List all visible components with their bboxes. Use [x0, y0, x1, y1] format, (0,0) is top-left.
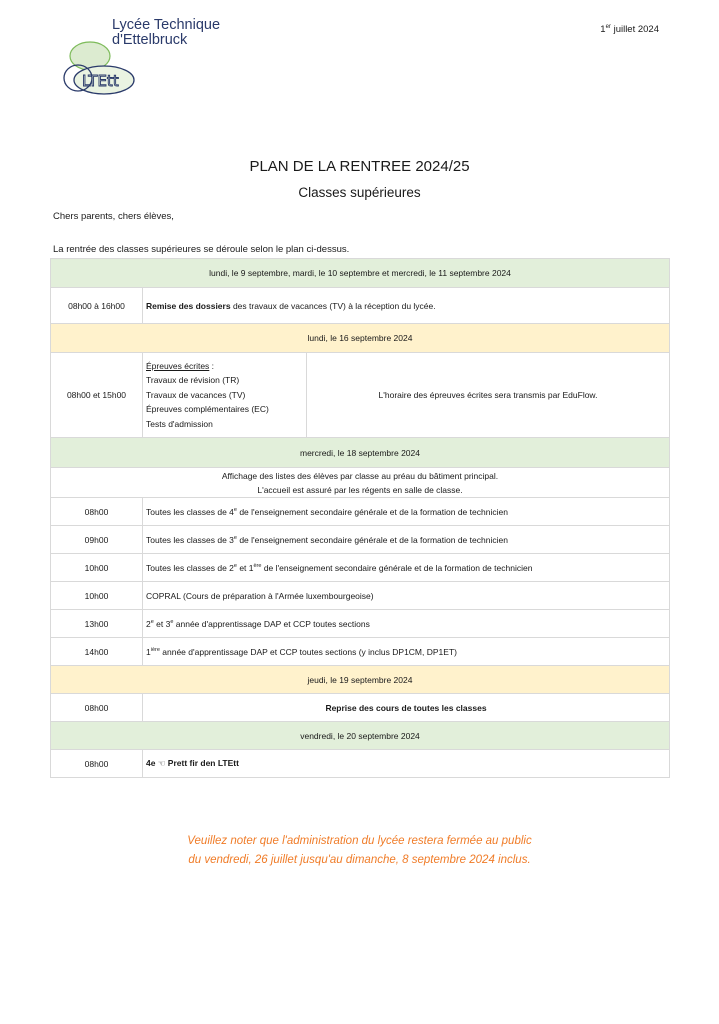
time-cell: 10h00	[51, 582, 143, 610]
time-cell: 08h00	[51, 750, 143, 778]
table-row	[51, 498, 670, 526]
description-sup: e	[170, 618, 174, 625]
description-text: année d'apprentissage DAP et CCP toutes sections	[173, 618, 370, 629]
description-cell	[143, 526, 670, 554]
section-heading-row	[51, 722, 670, 750]
document-date	[600, 24, 659, 35]
section-heading: jeudi, le 19 septembre 2024	[51, 666, 670, 694]
exam-list-item: Tests d'admission	[146, 418, 213, 429]
page-title: PLAN DE LA RENTREE 2024/25	[249, 158, 470, 175]
time-cell: 13h00	[51, 610, 143, 638]
info-row	[51, 468, 670, 498]
exam-list-item: Épreuves complémentaires (EC)	[146, 404, 269, 415]
page-subtitle: Classes supérieures	[298, 185, 421, 200]
description-text: de l'enseignement secondaire générale et de la formation de technicien	[236, 534, 508, 545]
description-text: des travaux de vacances (TV) à la réception du lycée.	[230, 300, 436, 311]
table-row	[51, 353, 670, 438]
section-heading-row	[51, 438, 670, 468]
exam-list-title-suffix: :	[209, 360, 215, 371]
table-row	[51, 694, 670, 722]
table-row	[51, 638, 670, 666]
table-row	[51, 526, 670, 554]
time-cell: 08h00	[51, 498, 143, 526]
description-cell	[143, 554, 670, 582]
section-heading-row	[51, 259, 670, 288]
section-heading: vendredi, le 20 septembre 2024	[51, 722, 670, 750]
info-line: Affichage des listes des élèves par classe au préau du bâtiment principal.	[221, 470, 499, 481]
greeting: Chers parents, chers élèves,	[53, 211, 174, 222]
time-cell: 08h00 à 16h00	[51, 288, 143, 324]
info-cell	[51, 468, 670, 498]
description-cell	[143, 288, 670, 324]
description-text: Toutes les classes de 4	[146, 506, 234, 517]
description-text: de l'enseignement secondaire générale et de la formation de technicien	[261, 562, 533, 573]
school-logo	[60, 18, 260, 98]
description-cell: Reprise des cours de toutes les classes	[143, 694, 670, 722]
schedule-table	[50, 258, 670, 778]
description-cell	[143, 638, 670, 666]
table-row	[51, 750, 670, 778]
description-sup: e	[150, 618, 154, 625]
table-row	[51, 582, 670, 610]
closure-notice-line: du vendredi, 26 juillet jusqu'au dimanche, 8 septembre 2024 inclus.	[188, 854, 531, 866]
description-text: 1	[146, 646, 151, 657]
exam-list-title-text: Épreuves écrites	[146, 360, 210, 371]
description-text: et 3	[153, 618, 171, 629]
time-cell: 08h00 et 15h00	[51, 353, 143, 438]
description-text: Toutes les classes de 3	[146, 534, 234, 545]
description-sup: e	[233, 534, 237, 541]
description-cell	[143, 498, 670, 526]
description-text: de l'enseignement secondaire générale et de la formation de technicien	[236, 506, 508, 517]
closure-notice	[0, 832, 719, 870]
date-rest: juillet 2024	[610, 24, 659, 35]
table-row	[51, 554, 670, 582]
description-text: année d'apprentissage DAP et CCP toutes sections (y inclus DP1CM, DP1ET)	[159, 646, 457, 657]
exam-list-cell	[143, 353, 307, 438]
section-heading-row	[51, 666, 670, 694]
description-sup: e	[233, 506, 237, 513]
logo-mark-text: LTEtt	[82, 72, 119, 90]
description-sup: ère	[253, 562, 262, 569]
exam-list-item: Travaux de vacances (TV)	[146, 389, 246, 400]
description-sup: ière	[150, 646, 160, 653]
description-cell: 4e ☜ Prett fir den LTEtt	[143, 750, 670, 778]
description-text: 2	[146, 618, 151, 629]
section-heading: lundi, le 9 septembre, mardi, le 10 septembre et mercredi, le 11 septembre 2024	[51, 259, 670, 288]
time-cell: 10h00	[51, 554, 143, 582]
table-row	[51, 288, 670, 324]
description-cell: COPRAL (Cours de préparation à l'Armée luxembourgeoise)	[143, 582, 670, 610]
section-heading: mercredi, le 18 septembre 2024	[51, 438, 670, 468]
exam-list-title	[146, 359, 303, 374]
date-sup: er	[605, 23, 611, 30]
date-day: 1	[600, 24, 606, 35]
description-sup: e	[233, 562, 237, 569]
school-name-line1: Lycée Technique	[112, 17, 221, 33]
school-name	[112, 18, 220, 48]
exam-list-item: Travaux de révision (TR)	[146, 375, 240, 386]
exam-note-cell: L'horaire des épreuves écrites sera transmis par EduFlow.	[307, 353, 670, 438]
description-cell	[143, 610, 670, 638]
description-text: Toutes les classes de 2	[146, 562, 234, 573]
school-name-line2: d'Ettelbruck	[112, 32, 188, 48]
closure-notice-line: Veuillez noter que l'administration du lycée restera fermée au public	[187, 835, 532, 847]
section-heading-row	[51, 324, 670, 353]
table-row	[51, 610, 670, 638]
time-cell: 14h00	[51, 638, 143, 666]
description-text: et 1	[236, 562, 254, 573]
section-heading: lundi, le 16 septembre 2024	[51, 324, 670, 353]
intro-text: La rentrée des classes supérieures se déroule selon le plan ci-dessus.	[53, 244, 350, 255]
time-cell: 09h00	[51, 526, 143, 554]
info-line: L'accueil est assuré par les régents en salle de classe.	[257, 484, 463, 495]
description-bold: Remise des dossiers	[146, 300, 231, 311]
time-cell: 08h00	[51, 694, 143, 722]
